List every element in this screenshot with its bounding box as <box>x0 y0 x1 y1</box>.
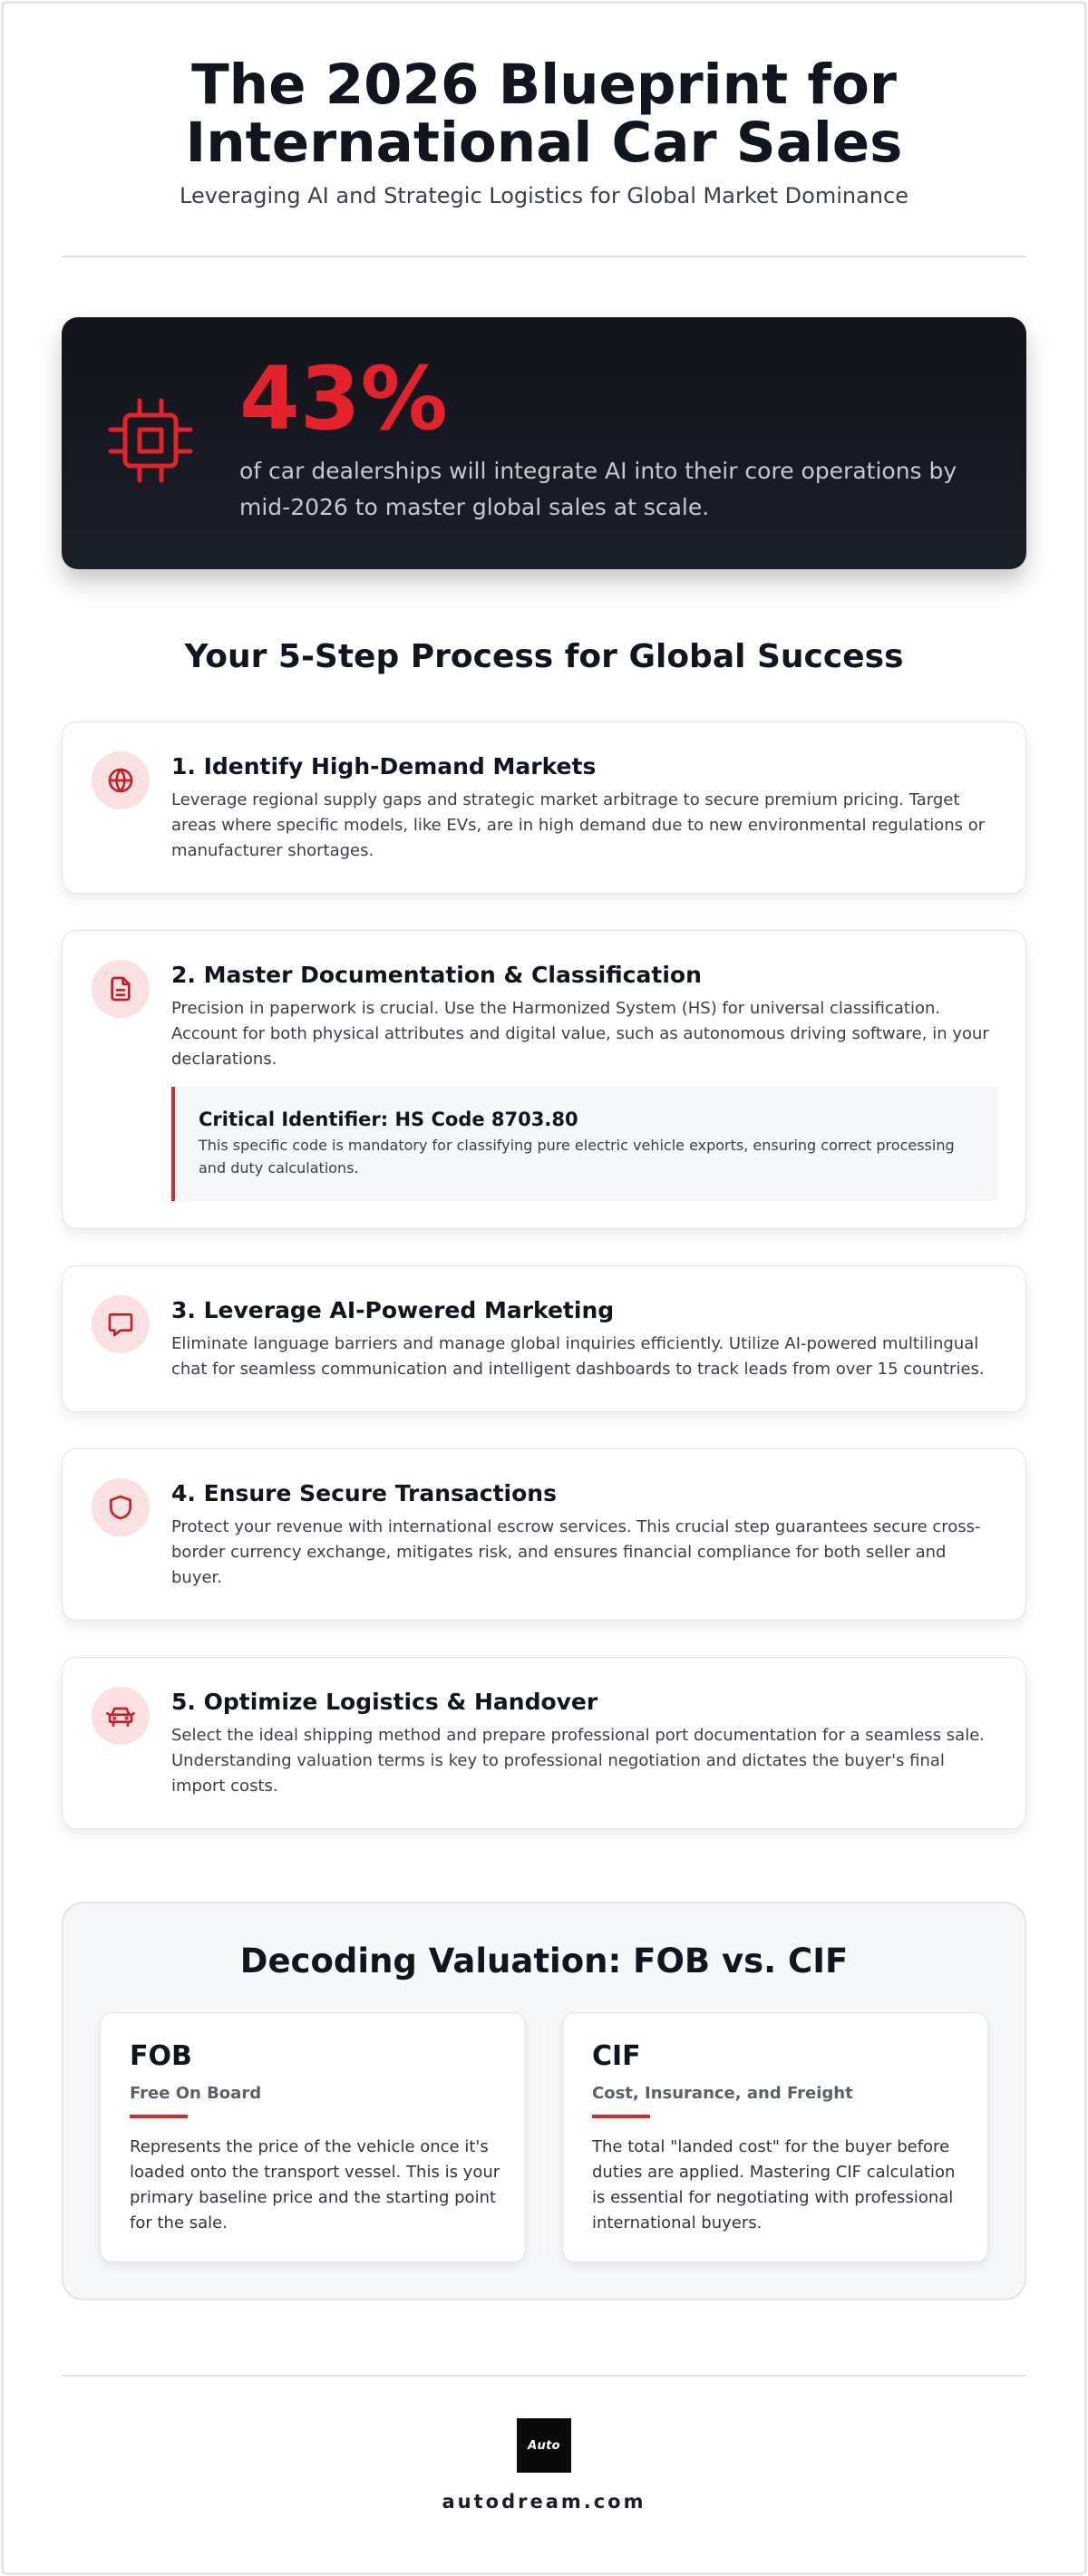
header-divider <box>62 256 1026 257</box>
accent-underline <box>130 2115 188 2118</box>
step-description: Protect your revenue with international escrow services. This crucial step guarantees secure cross-border currency exchange, mitigates risk, and ensures financial compliance for both seller and buyer. <box>171 1517 981 1587</box>
step-icon-badge <box>92 1295 150 1353</box>
step-title: 3. Leverage AI-Powered Marketing <box>171 1297 615 1323</box>
step-description: Precision in paperwork is crucial. Use the Harmonized System (HS) for universal classification. Account for both physical attributes and digital value, such as autonomous driving software, in your declarations. <box>171 999 989 1069</box>
step-icon-badge <box>92 1687 150 1745</box>
hero-stat-description: of car dealerships will integrate AI into their core operations by mid-2026 to master global sales at scale. <box>239 458 957 520</box>
cpu-chip-icon <box>103 393 198 488</box>
step-description: Select the ideal shipping method and prepare professional port documentation for a seamless sale. Understanding valuation terms is key to professional negotiation and dictates the buyer's final import costs. <box>171 1726 985 1796</box>
step-card-5 <box>62 1657 1026 1829</box>
fob-card <box>100 2012 526 2262</box>
step-icon-badge <box>92 960 150 1018</box>
valuation-term: FOB <box>130 2040 192 2072</box>
title-line-2: International Car Sales <box>185 111 903 175</box>
step-description: Eliminate language barriers and manage global inquiries efficiently. Utilize AI-powered multilingual chat for seamless communication and intelligent dashboards to track leads from over 15 countries. <box>171 1334 985 1379</box>
shield-icon <box>106 1493 135 1522</box>
title-line-1: The 2026 Blueprint for <box>191 53 897 117</box>
website-url: autodream.com <box>442 2491 646 2513</box>
step-card-1 <box>62 721 1026 894</box>
page-title <box>62 53 1026 175</box>
step-title: 4. Ensure Secure Transactions <box>171 1480 557 1506</box>
accent-underline <box>592 2115 650 2118</box>
callout-text: This specific code is mandatory for classifying pure electric vehicle exports, ensuring correct processing and duty calculations. <box>199 1137 955 1177</box>
step-card-3 <box>62 1265 1026 1412</box>
step-card-2 <box>62 930 1026 1229</box>
hs-code-callout <box>171 1087 998 1201</box>
hero-stat-card <box>62 317 1026 569</box>
step-icon-badge <box>92 1478 150 1536</box>
cif-card <box>562 2012 988 2262</box>
brand-logo <box>517 2418 571 2473</box>
step-title: 1. Identify High-Demand Markets <box>171 753 597 780</box>
step-card-4 <box>62 1448 1026 1621</box>
footer-divider <box>62 2375 1026 2377</box>
valuation-description: The total "landed cost" for the buyer before duties are applied. Mastering CIF calculation is essential for negotiating with professional international buyers. <box>592 2137 956 2232</box>
valuation-section <box>62 1902 1026 2300</box>
valuation-description: Represents the price of the vehicle once it's loaded onto the transport vessel. This is your primary baseline price and the starting point for the sale. <box>130 2137 500 2232</box>
step-description: Leverage regional supply gaps and strategic market arbitrage to secure premium pricing. Target areas where specific models, like EVs, are in high demand due to new environmental regulations or manufacturer shortages. <box>171 790 986 860</box>
hero-stat-value: 43% <box>239 348 448 450</box>
step-title: 5. Optimize Logistics & Handover <box>171 1689 598 1715</box>
document-icon <box>106 974 135 1003</box>
brand-logo-text: Auto <box>528 2438 560 2453</box>
globe-icon <box>106 766 135 795</box>
chat-bubble-icon <box>106 1310 135 1339</box>
step-title: 2. Master Documentation & Classification <box>171 962 702 988</box>
valuation-heading: Decoding Valuation: FOB vs. CIF <box>239 1942 849 1980</box>
valuation-term-full: Free On Board <box>130 2084 262 2103</box>
valuation-term-full: Cost, Insurance, and Freight <box>592 2084 853 2103</box>
step-icon-badge <box>92 751 150 809</box>
callout-title: Critical Identifier: HS Code 8703.80 <box>199 1109 578 1130</box>
page-subtitle: Leveraging AI and Strategic Logistics for Global Market Dominance <box>180 183 908 208</box>
valuation-term: CIF <box>592 2040 641 2072</box>
car-icon <box>106 1701 135 1730</box>
process-heading: Your 5-Step Process for Global Success <box>184 638 904 675</box>
